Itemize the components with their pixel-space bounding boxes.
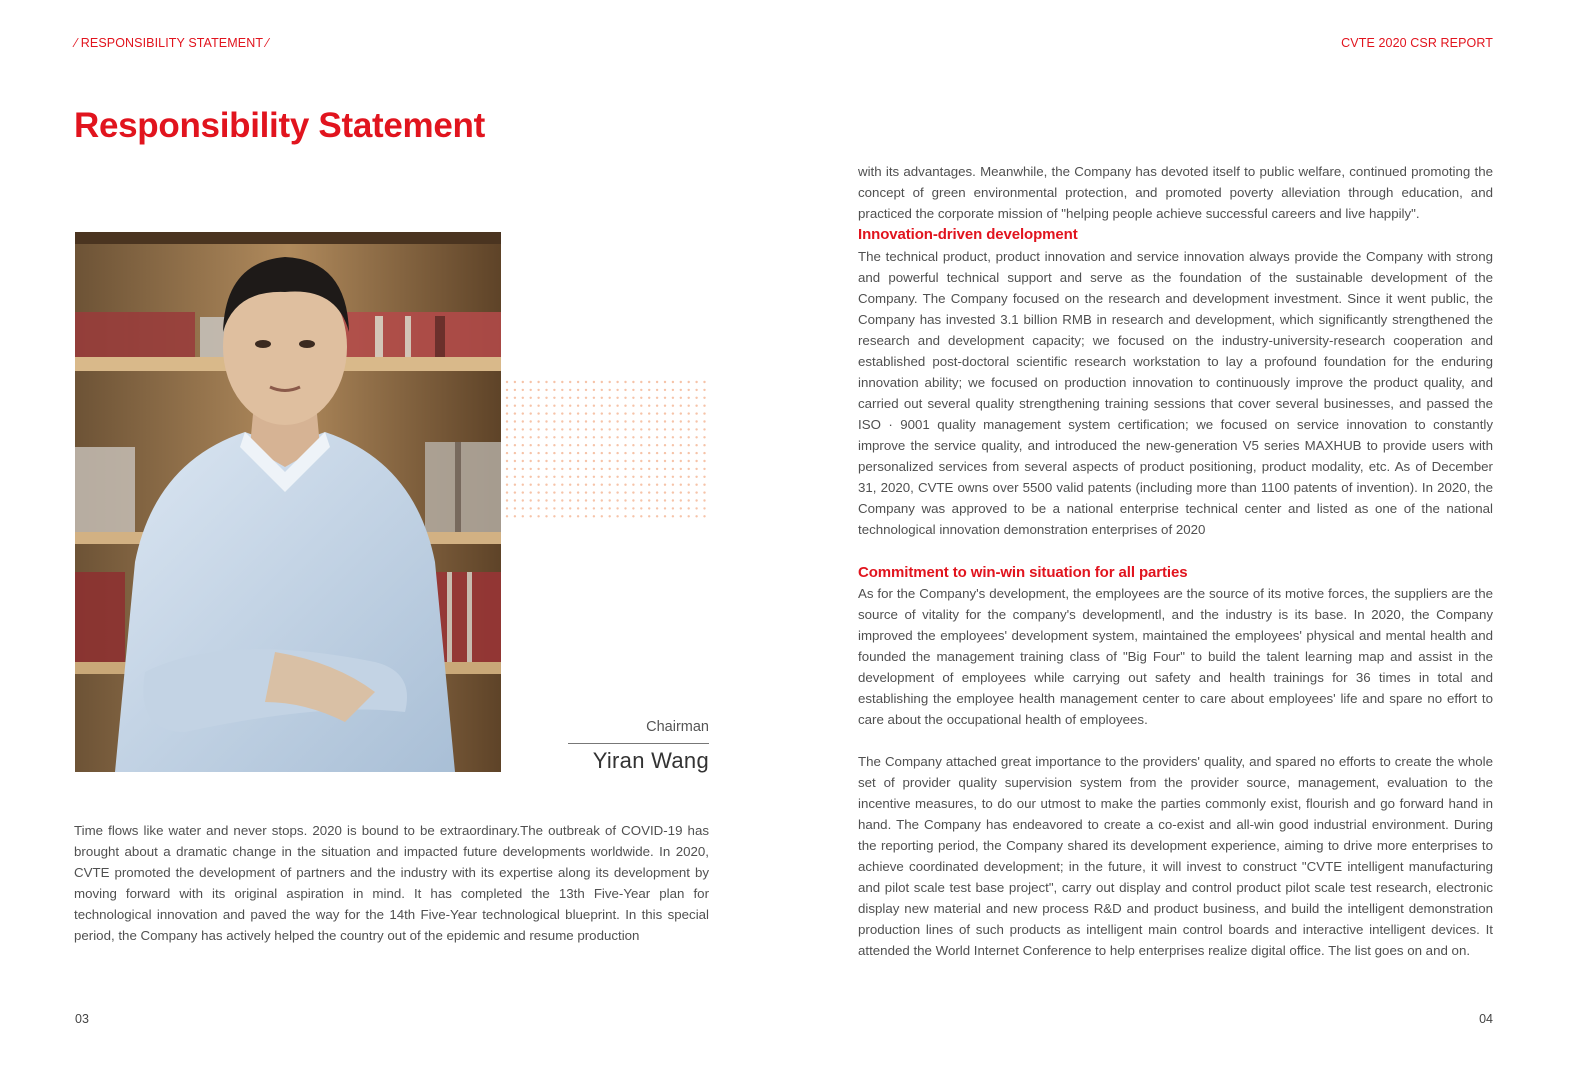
winwin-paragraph-2: The Company attached great importance to the providers' quality, and spared no efforts to create the whole set of provider quality supervision system from the provider source, management, evaluation to the incentive measures, to do our utmost to make the parties commonly exist, flourish and go forward hand in hand. The Company has endeavored to create a co-exist and all-win good industrial environment. During the reporting period, the Company shared its development experience, aiming to drive more enterprises to achieve coordinated development; in the future, it will invest to construct "CVTE intelligent manufacturing and pilot scale test base project", carry out display and control product pilot scale test research, electronic display new material and new process R&D and product business, and build the intelligent demonstration production lines of such products as intelligent main control boards and interactive intelligent devices. It attended the World Internet Conference to help enterprises realize digital office. The list goes on and on.	[858, 754, 1493, 958]
page-number-left: 03	[75, 1012, 89, 1026]
winwin-paragraph-1: As for the Company's development, the employees are the source of its motive forces, the suppliers are the source of vitality for the company's developmentl, and the industry is its base. In 2020, the Company improved the employees' development system, maintained the employees' physical and mental health and founded the management training class of "Big Four" to build the talent learning map and assist in the development of employees while carrying out safety and health trainings for 36 times in total and establishing the employee health management center to care about employees' life and spare no effort to care about the occupational health of employees.	[858, 586, 1493, 727]
intro-paragraph: Time flows like water and never stops. 2020 is bound to be extraordinary.The outbreak of COVID-19 has brought about a dramatic change in the situation and impacted future developments worldwide. In 2020, CVTE promoted the development of partners and the industry with its expertise along its development by moving forward with its original aspiration in mind. It has completed the 13th Five-Year plan for technological innovation and paved the way for the 14th Five-Year technological blueprint. In this special period, the Company has actively helped the country out of the epidemic and resume production	[74, 823, 709, 943]
winwin-heading: Commitment to win-win situation for all parties	[858, 564, 1188, 581]
report-header: CVTE 2020 CSR REPORT	[1341, 36, 1493, 50]
innovation-heading: Innovation-driven development	[858, 226, 1078, 243]
caption-name: Yiran Wang	[592, 748, 709, 773]
section-header: ⁄ RESPONSIBILITY STATEMENT ⁄	[75, 36, 269, 50]
caption-role: Chairman	[646, 719, 709, 735]
caption-divider	[568, 743, 709, 744]
continuation-paragraph: with its advantages. Meanwhile, the Company has devoted itself to public welfare, continued promoting the concept of green environmental protection, and promoted poverty alleviation through education, and practiced the corporate mission of "helping people achieve successful careers and live happily".	[858, 164, 1493, 221]
decorative-dot-grid	[505, 380, 710, 520]
page-number-right: 04	[1479, 1012, 1493, 1026]
innovation-paragraph: The technical product, product innovation and service innovation always provide the Company with strong and powerful technical support and serve as the foundation of the sustainable development of the Company. The Company focused on the research and development investment. Since it went public, the Company has invested 3.1 billion RMB in research and development, which significantly strengthened the research and development capacity; we focused on the industry-university-research cooperation and established post-doctoral scientific research workstation to lay a profound foundation for the enduring innovation ability; we focused on production innovation to continuously improve the product quality, and carried out several quality strengthening training sessions that cover several businesses, and passed the ISO · 9001 quality management system certification; we focused on service innovation to constantly improve the service quality, and introduced the new-generation V5 series MAXHUB to provide users with personalized services from several aspects of product positioning, product modality, etc. As of December 31, 2020, CVTE owns over 5500 valid patents (including more than 1100 patents of invention). In 2020, the Company was approved to be a national enterprise technical center and listed as one of the national technological innovation demonstration enterprises of 2020	[858, 249, 1493, 537]
chairman-portrait-illustration	[75, 232, 501, 772]
page-title: Responsibility Statement	[74, 106, 485, 145]
chairman-photo	[75, 232, 501, 772]
